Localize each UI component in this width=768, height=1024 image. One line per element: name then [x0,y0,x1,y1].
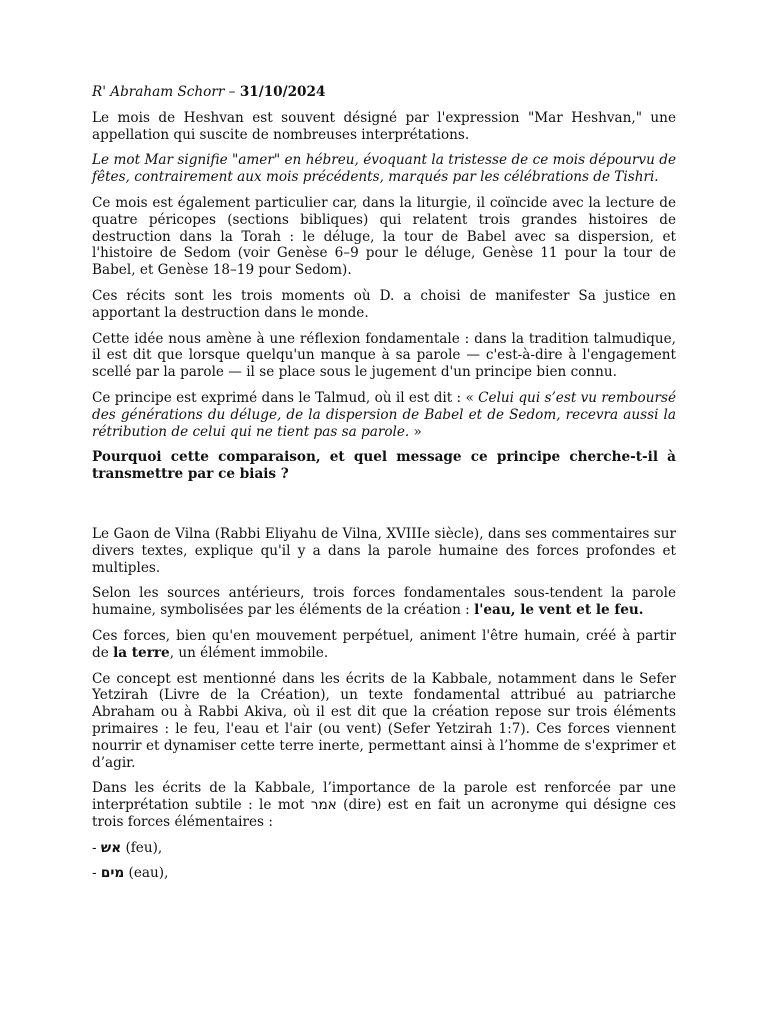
paragraph-acronym [92,780,676,830]
acronym-text-a: Dans les écrits de la Kabbale, l’importance de la parole est renforcée par une interprétation subtile : le mot [92,780,676,814]
list-item-text: (feu), [121,839,163,856]
paragraph-gaon-vilna: Le Gaon de Vilna (Rabbi Eliyahu de Vilna, XVIIIe siècle), dans ses commentaires sur divers textes, explique qu'il y a dans la parole humaine des forces profondes et multiples. [92,525,676,576]
author-name: R' Abraham Schorr [92,84,225,100]
header-separator: – [224,84,240,100]
list-item-water [92,865,676,882]
acronym-text-b: (dire) est en fait un acronyme qui désigne ces trois forces élémentaires : [92,797,677,830]
paragraph-intro: Le mois de Heshvan est souvent désigné par l'expression "Mar Heshvan," une appellation qui suscite de nombreuses interprétations. [92,109,676,143]
hebrew-fire: אש [100,839,122,856]
paragraph-question: Pourquoi cette comparaison, et quel message ce principe cherche-t-il à transmettre par ce biais ? [92,449,676,483]
talmud-quote-end: » [409,423,422,440]
three-forces-text: Selon les sources antérieurs, trois forces fondamentales sous-tendent la parole humaine, symbolisées par les éléments de la création : [92,585,676,619]
acronym-hebrew-word: אמר [310,797,337,814]
list-item-fire [92,840,676,857]
paragraph-three-forces [92,585,676,619]
paragraph-justice: Ces récits sont les trois moments où D. a choisi de manifester Sa justice en apportant la destruction dans le monde. [92,287,676,321]
list-item-prefix: - [92,839,101,856]
hebrew-water: מים [100,865,125,882]
section-spacer [92,492,676,526]
talmud-intro: Ce principe est exprimé dans le Talmud, où il est dit : « [92,389,479,406]
paragraph-liturgy: Ce mois est également particulier car, dans la liturgie, il coïncide avec la lecture de quatre péricopes (sections bibliques) qui relatent trois grandes histoires de destruction dans la Torah : le déluge, la tour de Babel avec sa dispersion, et l'histoire de Sedom (voir Genèse 6–9 pour le déluge, Genèse 11 pour la tour de Babel, et Genèse 18–19 pour Sedom). [92,194,676,279]
paragraph-talmud-quote [92,390,676,440]
document-date: 31/10/2024 [239,84,326,100]
earth-bold: la terre [113,644,170,661]
three-forces-elements: l'eau, le vent et le feu. [474,602,644,619]
paragraph-kabbalah: Ce concept est mentionné dans les écrits de la Kabbale, notamment dans le Sefer Yetzirah (Livre de la Création), un texte fondamental attribué au patriarche Abraham ou à Rabbi Akiva, où il est dit que la création repose sur trois éléments primaires : le feu, l'eau et l'air (ou vent) (Sefer Yetzirah 1:7). Ces forces viennent nourrir et dynamiser cette terre inerte, permettant ainsi à l’homme de s'exprimer et d’agir. [92,670,676,771]
paragraph-mar-meaning: Le mot Mar signifie "amer" en hébreu, évoquant la tristesse de ce mois dépourvu de fêtes, contrairement aux mois précédents, marqués par les célébrations de Tishri. [92,152,676,186]
earth-text-a: Ces forces, bien qu'en mouvement perpétuel, animent l'être humain, créé à partir de [92,627,676,661]
paragraph-reflection: Cette idée nous amène à une réflexion fondamentale : dans la tradition talmudique, il est dit que lorsque quelqu'un manque à sa parole — c'est-à-dire à l'engagement scellé par la parole — il se place sous le jugement d'un principe bien connu. [92,330,676,381]
earth-text-b: , un élément immobile. [169,644,329,661]
header-line [92,84,676,101]
list-item-text: (eau), [124,865,169,882]
list-item-prefix: - [92,865,101,882]
paragraph-earth [92,628,676,662]
talmud-quote: Celui qui s’est vu remboursé des générations du déluge, de la dispersion de Babel et de Sedom, recevra aussi la rétribution de celui qui ne tient pas sa parole. [92,389,676,440]
